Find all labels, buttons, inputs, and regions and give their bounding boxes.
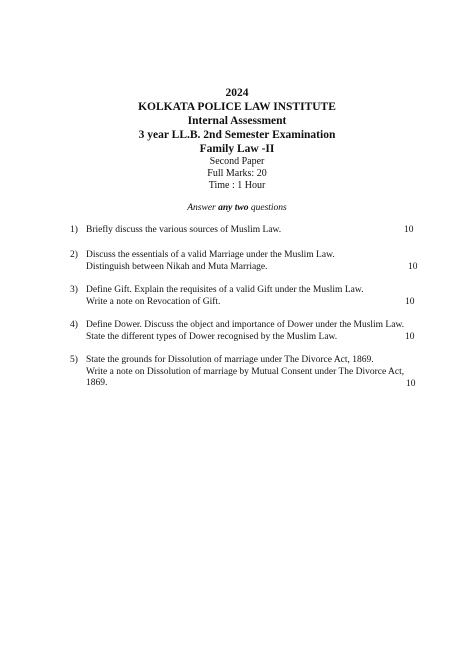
question-line: Discuss the essentials of a valid Marriage under the Muslim Law. <box>86 250 335 260</box>
time-allowed: Time : 1 Hour <box>208 180 266 191</box>
question-text <box>86 225 416 237</box>
question-marks: 10 <box>408 262 418 272</box>
question-number: 4) <box>70 320 78 330</box>
instruction-suffix: questions <box>248 203 287 213</box>
question-line: 1869. <box>86 378 108 388</box>
question-line: Write a note on Dissolution of marriage by Mutual Consent under The Divorce Act, <box>86 366 405 377</box>
question-line: Write a note on Revocation of Gift. <box>86 296 221 307</box>
question-line: Briefly discuss the various sources of Muslim Law. <box>86 225 282 235</box>
question-line: Define Dower. Discuss the object and importance of Dower under the Muslim Law. <box>86 320 405 330</box>
question-marks: 10 <box>406 379 416 389</box>
exam-header <box>0 86 474 192</box>
paper-name: Second Paper <box>209 156 265 167</box>
subject-name: Family Law -II <box>199 143 275 155</box>
exam-name: 3 year LL.B. 2nd Semester Examination <box>138 129 336 141</box>
instruction-line <box>0 203 474 213</box>
question-number: 5) <box>70 355 78 365</box>
question-marks: 10 <box>405 297 415 307</box>
question-text <box>86 285 416 308</box>
question-line: State the grounds for Dissolution of marriage under The Divorce Act, 1869. <box>86 355 374 365</box>
instruction-emphasis: any two <box>218 203 249 213</box>
institute-name: KOLKATA POLICE LAW INSTITUTE <box>138 101 336 113</box>
question-marks: 10 <box>404 225 414 235</box>
full-marks: Full Marks: 20 <box>207 168 267 179</box>
question-text <box>86 320 416 343</box>
question-line: Distinguish between Nikah and Muta Marriage. <box>86 261 268 272</box>
assessment-type: Internal Assessment <box>187 115 287 127</box>
instruction-prefix: Answer <box>187 203 219 213</box>
question-number: 3) <box>70 285 78 295</box>
question-number: 1) <box>70 225 78 235</box>
question-line: State the different types of Dower recognised by the Muslim Law. <box>86 331 338 342</box>
question-text <box>86 250 416 273</box>
exam-year: 2024 <box>225 87 249 99</box>
question-marks: 10 <box>405 332 415 342</box>
question-line: Define Gift. Explain the requisites of a valid Gift under the Muslim Law. <box>86 285 364 295</box>
question-text <box>86 355 416 390</box>
question-number: 2) <box>70 250 78 260</box>
